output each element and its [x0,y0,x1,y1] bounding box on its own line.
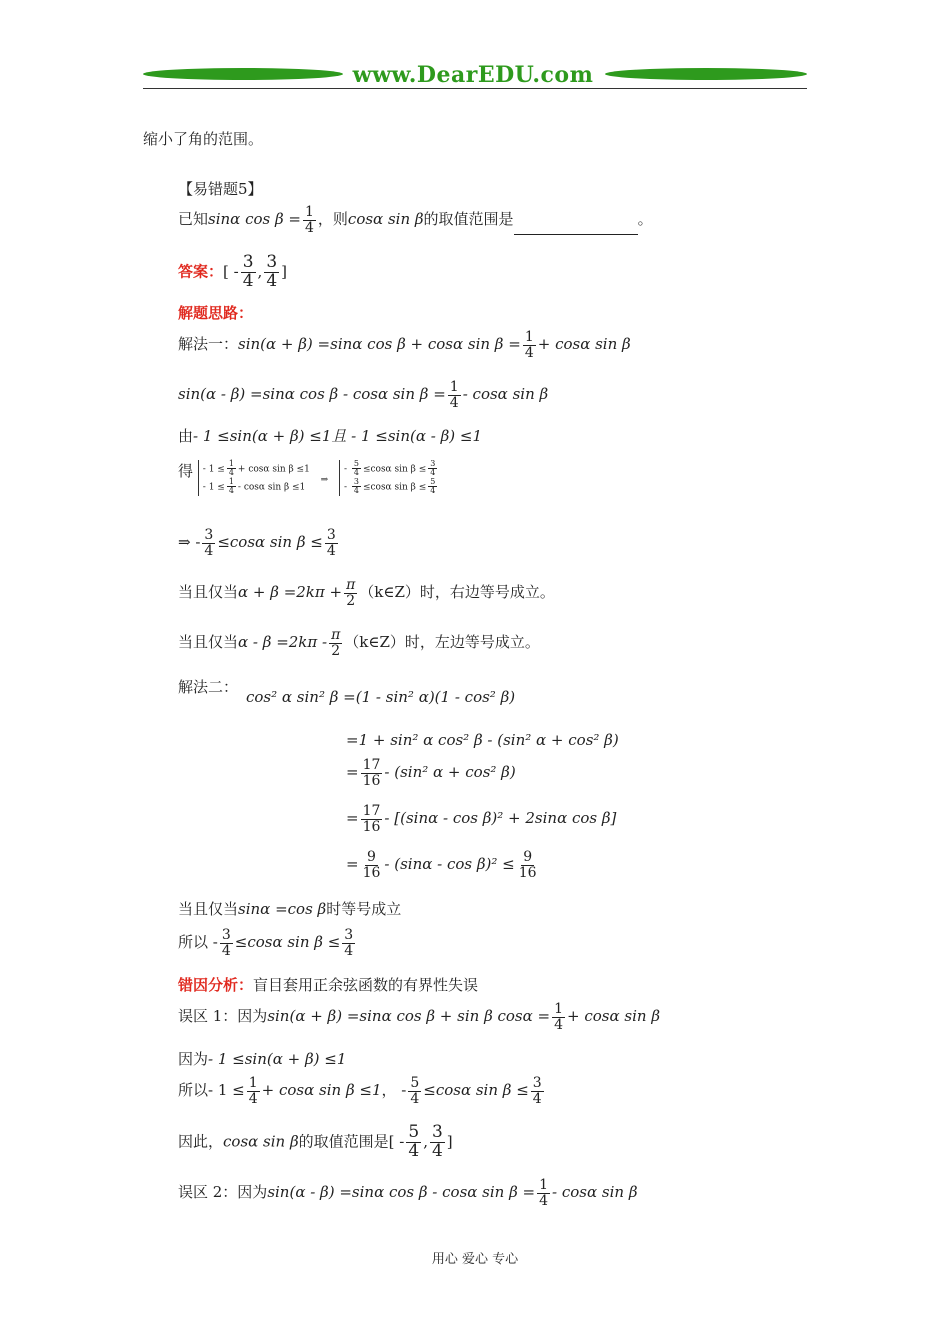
num: 1 [524,329,534,345]
frac-1-4 [537,1178,550,1208]
l3-pre: = [346,763,359,782]
frac-3-4 [202,528,215,558]
problem-title: 【易错题5】 [178,180,263,198]
num: 3 [326,527,336,543]
m1-eq2 [178,380,548,410]
sys-arrow: ⇒ [320,474,329,485]
den: 4 [344,942,354,959]
z1-prefix: 误区 1：因为 [178,1007,268,1026]
den: 4 [431,1140,443,1161]
result-prefix: ⇒ - [178,533,201,552]
l4-post: - [(sinα - cos β)² + 2sinα cos β] [384,809,617,828]
l3-post: - (sin² α + cos² β) [384,763,516,782]
z2-prefix: 误区 2：因为 [178,1183,268,1202]
eq-k: （k∈Z） [359,583,420,602]
sys-left-line2 [203,478,310,496]
z1-math: sin(α + β) =sinα cos β + sin β cosα = [267,1007,551,1026]
right-swoosh [605,68,807,80]
m1-eq2-rhs: - cosα sin β [462,385,549,404]
l4-pre: = [346,809,359,828]
z2-math: sin(α - β) =sinα cos β - cosα sin β = [267,1183,536,1202]
den: 4 [204,542,214,559]
eq-cond-math: sinα =cos β [238,900,327,918]
error-analysis [178,974,478,995]
frac-pi-2 [329,628,342,658]
num: 3 [344,927,354,943]
eq-math: α + β =2kπ + [238,583,343,602]
m2-label: 解法二： [178,678,239,696]
thinking-label: 解题思路： [178,304,254,322]
den: 16 [362,772,381,789]
den: 2 [331,642,341,659]
frac-9-16 [361,850,383,880]
m2-line5 [346,850,541,880]
den: 2 [346,592,356,609]
frac-5-4 [428,478,437,496]
frac-3-4 [325,528,338,558]
sys-right-line2: - $\frac{3}{4}$ ≤cosα sin β ≤ $\frac{5}{4}$ [343,476,436,496]
frac-pi-2 [344,578,357,608]
cond-math: - 1 ≤sin(α + β) ≤1且 - 1 ≤sin(α - β) ≤1 [193,427,483,445]
num: 1 [449,379,459,395]
eq-prefix: 当且仅当 [178,633,239,652]
so-mid: ≤cosα sin β ≤ [234,933,341,952]
system-de: 得 [178,462,194,480]
z1c-a: - 1 ≤ [208,1081,245,1100]
stem-end: 。 [637,210,653,229]
frac-3-4 [531,1076,544,1106]
error-zone1-so [178,1076,546,1106]
z1b-prefix: 因为 [178,1050,209,1068]
frac-1-4 [448,380,461,410]
num: 3 [430,459,436,468]
z2-rhs: - cosα sin β [552,1183,638,1202]
den: 4 [539,1192,549,1209]
den: 4 [430,468,436,478]
frac-5-4 [406,1124,421,1161]
frac-3-4 [342,928,355,958]
den: 4 [524,344,534,361]
stem-suffix: 的取值范围是 [423,210,514,229]
num: 1 [304,204,314,220]
eq-math: α - β =2kπ - [238,633,328,652]
header-rule [143,88,807,89]
num: 3 [353,476,359,486]
frac-1-4 [523,330,536,360]
num: 1 [228,459,234,468]
eq-cond-suffix: 时等号成立 [326,900,402,918]
num: 1 [554,1001,564,1017]
m1-system [178,460,439,496]
frac-1-4 [227,460,236,478]
frac-3-4 [428,460,437,478]
m1-left-equality [178,628,540,658]
system-right [339,460,439,496]
num: π [331,627,341,643]
z1d-close: ] [446,1132,453,1151]
den: 4 [221,942,231,959]
m2-line3 [346,758,516,788]
answer-close: ] [281,262,288,281]
num: 1 [248,1075,258,1091]
den: 4 [353,486,359,496]
z1c-d: ≤cosα sin β ≤ [423,1081,529,1100]
num: 9 [367,849,376,865]
eq-suffix: 时，右边等号成立。 [419,583,555,602]
eq-prefix: 当且仅当 [178,583,239,602]
error-zone1-range: 因此，cosα sin β的取值范围是[ - $\frac{5}{4}$ , $\frac{3}{4}$ ] [178,1122,453,1161]
m2-line1: cos² α sin² β =(1 - sin² α)(1 - cos² β) [246,688,516,706]
answer-label: 答案： [178,262,224,281]
l5-mid: - (sinα - cos β)² ≤ [384,855,515,874]
frac-1-4 [552,1002,565,1032]
m2-line2: =1 + sin² α cos² β - (sin² α + cos² β) [346,731,619,749]
m1-label: 解法一： [178,335,239,354]
den: 4 [248,1090,258,1107]
stem-target: cosα sin β [347,210,424,229]
frac-1-4 [247,1076,260,1106]
frac-3-4 [264,254,279,291]
l5-pre: = [346,855,359,874]
den: 4 [228,486,234,496]
z1d-prefix: 因此， [178,1132,224,1151]
num: π [346,577,356,593]
den: 16 [362,818,381,835]
num: 1 [539,1177,549,1193]
z1b-math: - 1 ≤sin(α + β) ≤1 [208,1050,347,1068]
num: 5 [430,476,436,486]
frac-3-4 [241,254,256,291]
num: 9 [523,849,533,865]
answer-blank [514,220,638,235]
stem-mid: ，则 [317,210,348,229]
z1-rhs: + cosα sin β [567,1007,660,1026]
num: 5 [410,1075,420,1091]
frac-3-4 [430,1124,445,1161]
den: 4 [410,1090,420,1107]
answer-open: [ - [223,262,239,281]
den: 16 [362,864,381,881]
num: 17 [362,757,381,773]
z1c-prefix: 所以 [178,1081,209,1100]
z1c-c: ， - [381,1081,407,1100]
m1-right-equality [178,578,555,608]
den: 4 [430,486,436,496]
m2-line4 [346,804,616,834]
num: 3 [204,527,214,543]
z1d-math: cosα sin β [223,1132,299,1151]
m1-eq2-lhs: sin(α - β) =sinα cos β - cosα sin β = [178,385,446,404]
error-text: 盲目套用正余弦函数的有界性失误 [253,976,479,994]
eq-suffix: 时，左边等号成立。 [404,633,540,652]
z1c-b: + cosα sin β ≤1 [261,1081,382,1100]
den: 4 [242,270,254,291]
frac-1-4 [227,478,236,496]
sys-text: ≤cosα sin β ≤ [362,482,427,493]
frac-17-16 [361,804,383,834]
frac-17-16 [361,758,383,788]
sys-text: - 1 ≤ [202,464,225,475]
cond-prefix: 由 [178,427,194,445]
m1-condition [178,425,482,446]
sys-left-line1 [203,460,310,478]
frac-5-4 [408,1076,421,1106]
frac-3-4 [220,928,233,958]
m2-equality-cond [178,898,401,919]
num: 5 [408,1122,420,1142]
den: 4 [532,1090,542,1107]
den: 4 [228,468,234,478]
m1-eq1 [178,330,631,360]
eq-cond-prefix: 当且仅当 [178,900,239,918]
sys-text: - cosα sin β ≤1 [237,482,306,493]
den: 4 [449,394,459,411]
num: 3 [221,927,231,943]
num: 3 [242,252,254,272]
site-logo: www.DearEDU.com [343,62,603,88]
eq-k: （k∈Z） [344,633,405,652]
error-zone2 [178,1178,638,1208]
den: 16 [518,864,537,881]
sys-text: + cosα sin β ≤1 [237,464,310,475]
stem-given: sinα cos β = [208,210,301,229]
num: 3 [431,1122,443,1142]
den: 4 [408,1140,420,1161]
result-mid: ≤cosα sin β ≤ [217,533,323,552]
z1d-open: [ - [388,1132,405,1151]
stem-prefix: 已知 [178,210,209,229]
page-header [143,62,807,92]
m2-conclusion [178,928,357,958]
answer-line [178,254,287,291]
left-swoosh [143,68,343,80]
error-zone1 [178,1002,660,1032]
system-left [198,460,310,496]
den: 4 [554,1016,564,1033]
num: 17 [362,803,381,819]
m1-eq1-rhs: + cosα sin β [537,335,631,354]
num: 1 [228,476,234,486]
den: 4 [304,219,314,236]
so-prefix: 所以 - [178,933,218,952]
num: 3 [532,1075,542,1091]
problem-stem [178,205,653,235]
z1d-mid: 的取值范围是 [298,1132,389,1151]
frac-1-4 [303,205,316,235]
sys-text: ≤cosα sin β ≤ [362,464,427,475]
sys-text: - 1 ≤ [202,482,225,493]
frac-9-16 [517,850,539,880]
den: 4 [266,270,278,291]
den: 4 [326,542,336,559]
intro-text: 缩小了角的范围。 [143,130,264,148]
answer-sep: , [257,262,263,281]
den: 4 [353,468,359,478]
error-zone1-bound [178,1048,346,1069]
m1-eq1-lhs: sin(α + β) =sinα cos β + cosα sin β = [238,335,521,354]
page-footer: 用心 爱心 专心 [431,1252,519,1267]
frac-5-4 [352,460,361,478]
num: 5 [353,459,359,468]
frac-3-4 [352,478,361,496]
sys-right-line1: - $\frac{5}{4}$ ≤cosα sin β ≤ $\frac{3}{4}$ [343,459,436,478]
num: 3 [266,252,278,272]
m1-result [178,528,340,558]
error-label: 错因分析： [178,976,254,994]
